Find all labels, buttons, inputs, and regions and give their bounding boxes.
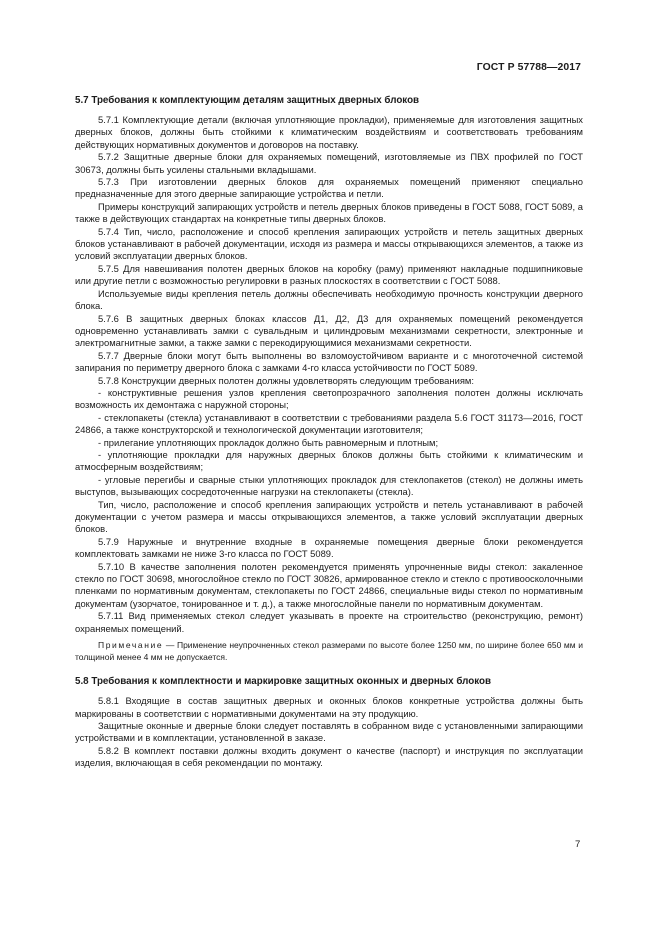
section-title-5-8: 5.8 Требования к комплектности и маркировке защитных оконных и дверных блоков	[75, 676, 491, 688]
paragraph-5-7-5-hinges: Используемые виды крепления петель должны обеспечивать необходимую прочность конструкции дверного блока.	[75, 287, 583, 312]
document-code: ГОСТ Р 57788—2017	[476, 62, 581, 73]
list-item-mounting: - конструктивные решения узлов крепления светопрозрачного заполнения полотен должны исключать возможность их демонтажа с наружной стороны;	[75, 386, 583, 411]
paragraph-5-8-1-delivery: Защитные оконные и дверные блоки следует поставлять в собранном виде с установленными запирающими устройствами и в комплектации, установленной в заказе.	[75, 720, 583, 744]
paragraph-5-7-3: 5.7.3 При изготовлении дверных блоков для охраняемых помещений применяют специально предназначенные для этого дверные запирающие устройства и петли.	[75, 176, 583, 200]
paragraph-5-7-7: 5.7.7 Дверные блоки могут быть выполнены во взломоустойчивом варианте и с многоточечной системой запирания по периметру дверного блока с замками 4-го класса устойчивости по ГОСТ 5089.	[75, 349, 583, 374]
paragraph-5-7-8: 5.7.8 Конструкции дверных полотен должны удовлетворять следующим требованиям:	[98, 374, 474, 386]
note-text: — Применение неупрочненных стекол размерами по высоте более 1250 мм, по ширине более 650 мм и толщиной менее 4 мм не допускается.	[75, 640, 583, 662]
page-number: 7	[575, 839, 581, 850]
paragraph-5-7-1: 5.7.1 Комплектующие детали (включая уплотняющие прокладки), применяемые для изготовления защитных дверных блоков, должны быть стойкими к климатическим воздействиям и соответствовать требованиям действующих нормативных документов и договоров на поставку.	[75, 114, 583, 150]
paragraph-5-7-11: 5.7.11 Вид применяемых стекол следует указывать в проекте на строительство (реконструкцию, ремонт) охраняемых помещений.	[75, 610, 583, 634]
paragraph-5-7-10: 5.7.10 В качестве заполнения полотен рекомендуется применять упрочненные виды стекол: закаленное стекло по ГОСТ 30698, многослойное стекло по ГОСТ 30826, армированное стекло и стекло с противоосколочными пленками по нормативным документам, стеклопакеты по ГОСТ 24866, специальные виды стекол по нормативным документам (узорчатое, тонированное и т. д.), а также многослойные панели по нормативным документам.	[75, 560, 583, 609]
note-label: Примечание	[98, 640, 164, 651]
paragraph-5-8-1: 5.8.1 Входящие в состав защитных дверных и оконных блоков конкретные устройства должны быть маркированы в соответствии с нормативными документами на эту продукцию.	[75, 695, 583, 719]
paragraph-5-7-5: 5.7.5 Для навешивания полотен дверных блоков на коробку (раму) применяют накладные подшипниковые или другие петли с возможностью регулировки в разных плоскостях в соответствии с ГОСТ 5088.	[75, 262, 583, 287]
list-item-gasket-joints: - угловые перегибы и сварные стыки уплотняющих прокладок для стеклопакетов (стекол) не должны иметь выступов, вызывающих сосредоточенные нагрузки на стеклопакеты (стекла).	[75, 473, 583, 498]
note	[75, 640, 583, 663]
paragraph-5-7-9: 5.7.9 Наружные и внутренние входные в охраняемые помещения дверные блоки рекомендуется комплектовать замками не ниже 3-го класса по ГОСТ 5089.	[75, 535, 583, 560]
list-item-gasket-fit: - прилегание уплотняющих прокладок должно быть равномерным и плотным;	[98, 436, 439, 448]
paragraph-5-7-4: 5.7.4 Тип, число, расположение и способ крепления запирающих устройств и петель защитных дверных блоков устанавливают в рабочей документации, исходя из размера и массы открывающихся элементов, а также из условий эксплуатации дверных блоков.	[75, 225, 583, 262]
list-item-gasket-weather: - уплотняющие прокладки для наружных дверных блоков должны быть стойкими к климатическим и атмосферным воздействиям;	[75, 448, 583, 473]
paragraph-5-7-8-locks: Тип, число, расположение и способ крепления запирающих устройств и петель устанавливают в рабочей документации с учетом размера и массы открывающихся элементов, а также условий эксплуатации дверных блоков.	[75, 498, 583, 535]
paragraph-5-7-6: 5.7.6 В защитных дверных блоках классов Д1, Д2, Д3 для охраняемых помещений рекомендуется одновременно устанавливать замки с сувальдным и цилиндровым механизмами секретности, электронные и электромагнитные замки, а также замки с перекодирующимися механизмами секретности.	[75, 312, 583, 349]
page-content	[75, 94, 583, 770]
paragraph-5-8-2: 5.8.2 В комплект поставки должны входить документ о качестве (паспорт) и инструкция по эксплуатации изделия, включающая в себя рекомендации по монтажу.	[75, 744, 583, 769]
section-title-5-7: 5.7 Требования к комплектующим деталям защитных дверных блоков	[75, 95, 420, 106]
list-item-glass-units: - стеклопакеты (стекла) устанавливают в соответствии с требованиями раздела 5.6 ГОСТ 31173—2016, ГОСТ 24866, а также конструкторской и технологической документации изготовителя;	[75, 411, 583, 436]
paragraph-5-7-3-examples: Примеры конструкций запирающих устройств и петель дверных блоков приведены в ГОСТ 5088, ГОСТ 5089, а также в действующих стандартах на конкретные типы дверных блоков.	[75, 200, 583, 225]
paragraph-5-7-2: 5.7.2 Защитные дверные блоки для охраняемых помещений, изготовляемые из ПВХ профилей по ГОСТ 30673, должны быть усилены стальными вкладышами.	[75, 151, 583, 175]
